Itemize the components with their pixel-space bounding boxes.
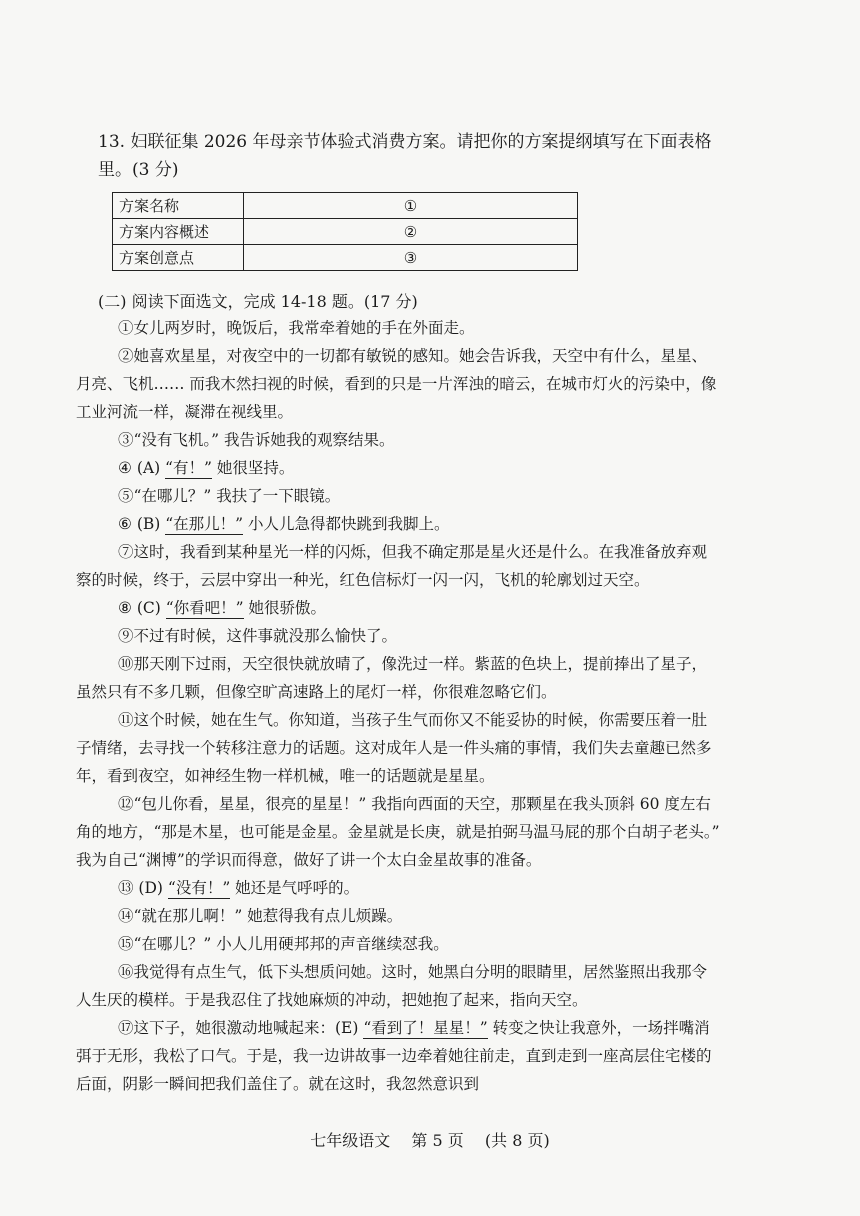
paragraph-7: ⑦这时，我看到某种星光一样的闪烁，但我不确定那是星火还是什么。在我准备放弃观察的时候，终于，云层中穿出一种光，红色信标灯一闪一闪，飞机的轮廓划过天空。 xyxy=(76,543,708,589)
underlined-quote-e: “看到了！星星！” xyxy=(363,1019,488,1037)
underlined-quote-d: “没有！” xyxy=(167,879,231,897)
table-cell-label: 方案创意点 xyxy=(113,245,244,271)
paragraph-10: ⑩那天刚下过雨，天空很快就放晴了，像洗过一样。紫蓝的色块上，提前捧出了星子，虽然只有不多几颗，但像空旷高速路上的尾灯一样，你很难忽略它们。 xyxy=(76,655,708,701)
table-cell-answer[interactable]: ② xyxy=(244,219,578,245)
paragraph-8-suffix: 她很骄傲。 xyxy=(243,599,327,617)
table-cell-answer[interactable]: ③ xyxy=(244,245,578,271)
footer-total-pages: (共 8 页) xyxy=(484,1131,550,1150)
paragraph-6-prefix: ⑥ (B) xyxy=(118,515,166,533)
paragraph-5: ⑤“在哪儿？” 我扶了一下眼镜。 xyxy=(118,487,341,505)
paragraph-8 xyxy=(76,594,720,622)
footer-subject: 七年级语文 xyxy=(310,1131,391,1150)
paragraph-2: ②她喜欢星星，对夜空中的一切都有敏锐的感知。她会告诉我，天空中有什么，星星、月亮、飞机…… 而我木然扫视的时候，看到的只是一片浑浊的暗云，在城市灯火的污染中，像工业河流一样，凝滞在视线里。 xyxy=(76,347,717,421)
table-row xyxy=(113,193,578,219)
paragraph-1: ①女儿两岁时，晚饭后，我常牵着她的手在外面走。 xyxy=(118,319,475,337)
table-row xyxy=(113,219,578,245)
paragraph-6 xyxy=(76,510,720,538)
paragraph-11: ⑪这个时候，她在生气。你知道，当孩子生气而你又不能妥协的时候，你需要压着一肚子情绪，去寻找一个转移注意力的话题。这对成年人是一件头痛的事情，我们失去童趣已然多年，看到夜空，如神经生物一样机械，唯一的话题就是星星。 xyxy=(76,711,712,785)
section-heading: (二) 阅读下面选文，完成 14-18 题。(17 分) xyxy=(98,292,418,311)
paragraph-4-prefix: ④ (A) xyxy=(118,459,166,477)
paragraph-9: ⑨不过有时候，这件事就没那么愉快了。 xyxy=(118,627,398,645)
paragraph-8-prefix: ⑧ (C) xyxy=(118,599,166,617)
paragraph-17 xyxy=(76,1014,720,1098)
table-cell-label: 方案名称 xyxy=(113,193,244,219)
reading-passage xyxy=(76,314,720,1098)
plan-table xyxy=(112,192,578,271)
underlined-quote-b: “在那儿！” xyxy=(165,515,244,533)
paragraph-15: ⑮“在哪儿？” 小人儿用硬邦邦的声音继续怼我。 xyxy=(118,935,449,953)
page-footer xyxy=(0,1128,860,1151)
paragraph-14: ⑭“就在那儿啊！” 她惹得我有点儿烦躁。 xyxy=(118,907,403,925)
paragraph-3: ③“没有飞机。” 我告诉她我的观察结果。 xyxy=(118,431,395,449)
footer-page-number: 第 5 页 xyxy=(411,1131,464,1150)
question-13: 13. 妇联征集 2026 年母亲节体验式消费方案。请把你的方案提纲填写在下面表格里。(3 分) xyxy=(98,132,712,180)
table-row xyxy=(113,245,578,271)
table-cell-answer[interactable]: ① xyxy=(244,193,578,219)
paragraph-17-suffix: 转变之快让我意外，一场拌嘴消弭于无形，我松了口气。于是，我一边讲故事一边牵着她往前走，直到走到一座高层住宅楼的后面，阴影一瞬间把我们盖住了。就在这时，我忽然意识到 xyxy=(76,1019,712,1093)
paragraph-13 xyxy=(76,874,720,902)
paragraph-17-prefix: ⑰这下子，她很激动地喊起来：(E) xyxy=(118,1019,364,1037)
table-cell-label: 方案内容概述 xyxy=(113,219,244,245)
paragraph-6-suffix: 小人儿急得都快跳到我脚上。 xyxy=(243,515,450,533)
paragraph-13-prefix: ⑬ (D) xyxy=(118,879,168,897)
paragraph-4 xyxy=(76,454,720,482)
underlined-quote-a: “有！” xyxy=(165,459,212,477)
paragraph-13-suffix: 她还是气呼呼的。 xyxy=(230,879,360,897)
underlined-quote-c: “你看吧！” xyxy=(165,599,244,617)
paragraph-12: ⑫“包儿你看，星星，很亮的星星！” 我指向西面的天空，那颗星在我头顶斜 60 度左右角的地方，“那是木星，也可能是金星。金星就是长庚，就是拍弼马温马屁的那个白胡子老头。” 我为自己“渊博”的学识而得意，做好了讲一个太白金星故事的准备。 xyxy=(76,795,720,869)
paragraph-16: ⑯我觉得有点生气，低下头想质问她。这时，她黑白分明的眼睛里，居然鉴照出我那令人生厌的模样。于是我忍住了找她麻烦的冲动，把她抱了起来，指向天空。 xyxy=(76,963,708,1009)
paragraph-4-suffix: 她很坚持。 xyxy=(211,459,295,477)
